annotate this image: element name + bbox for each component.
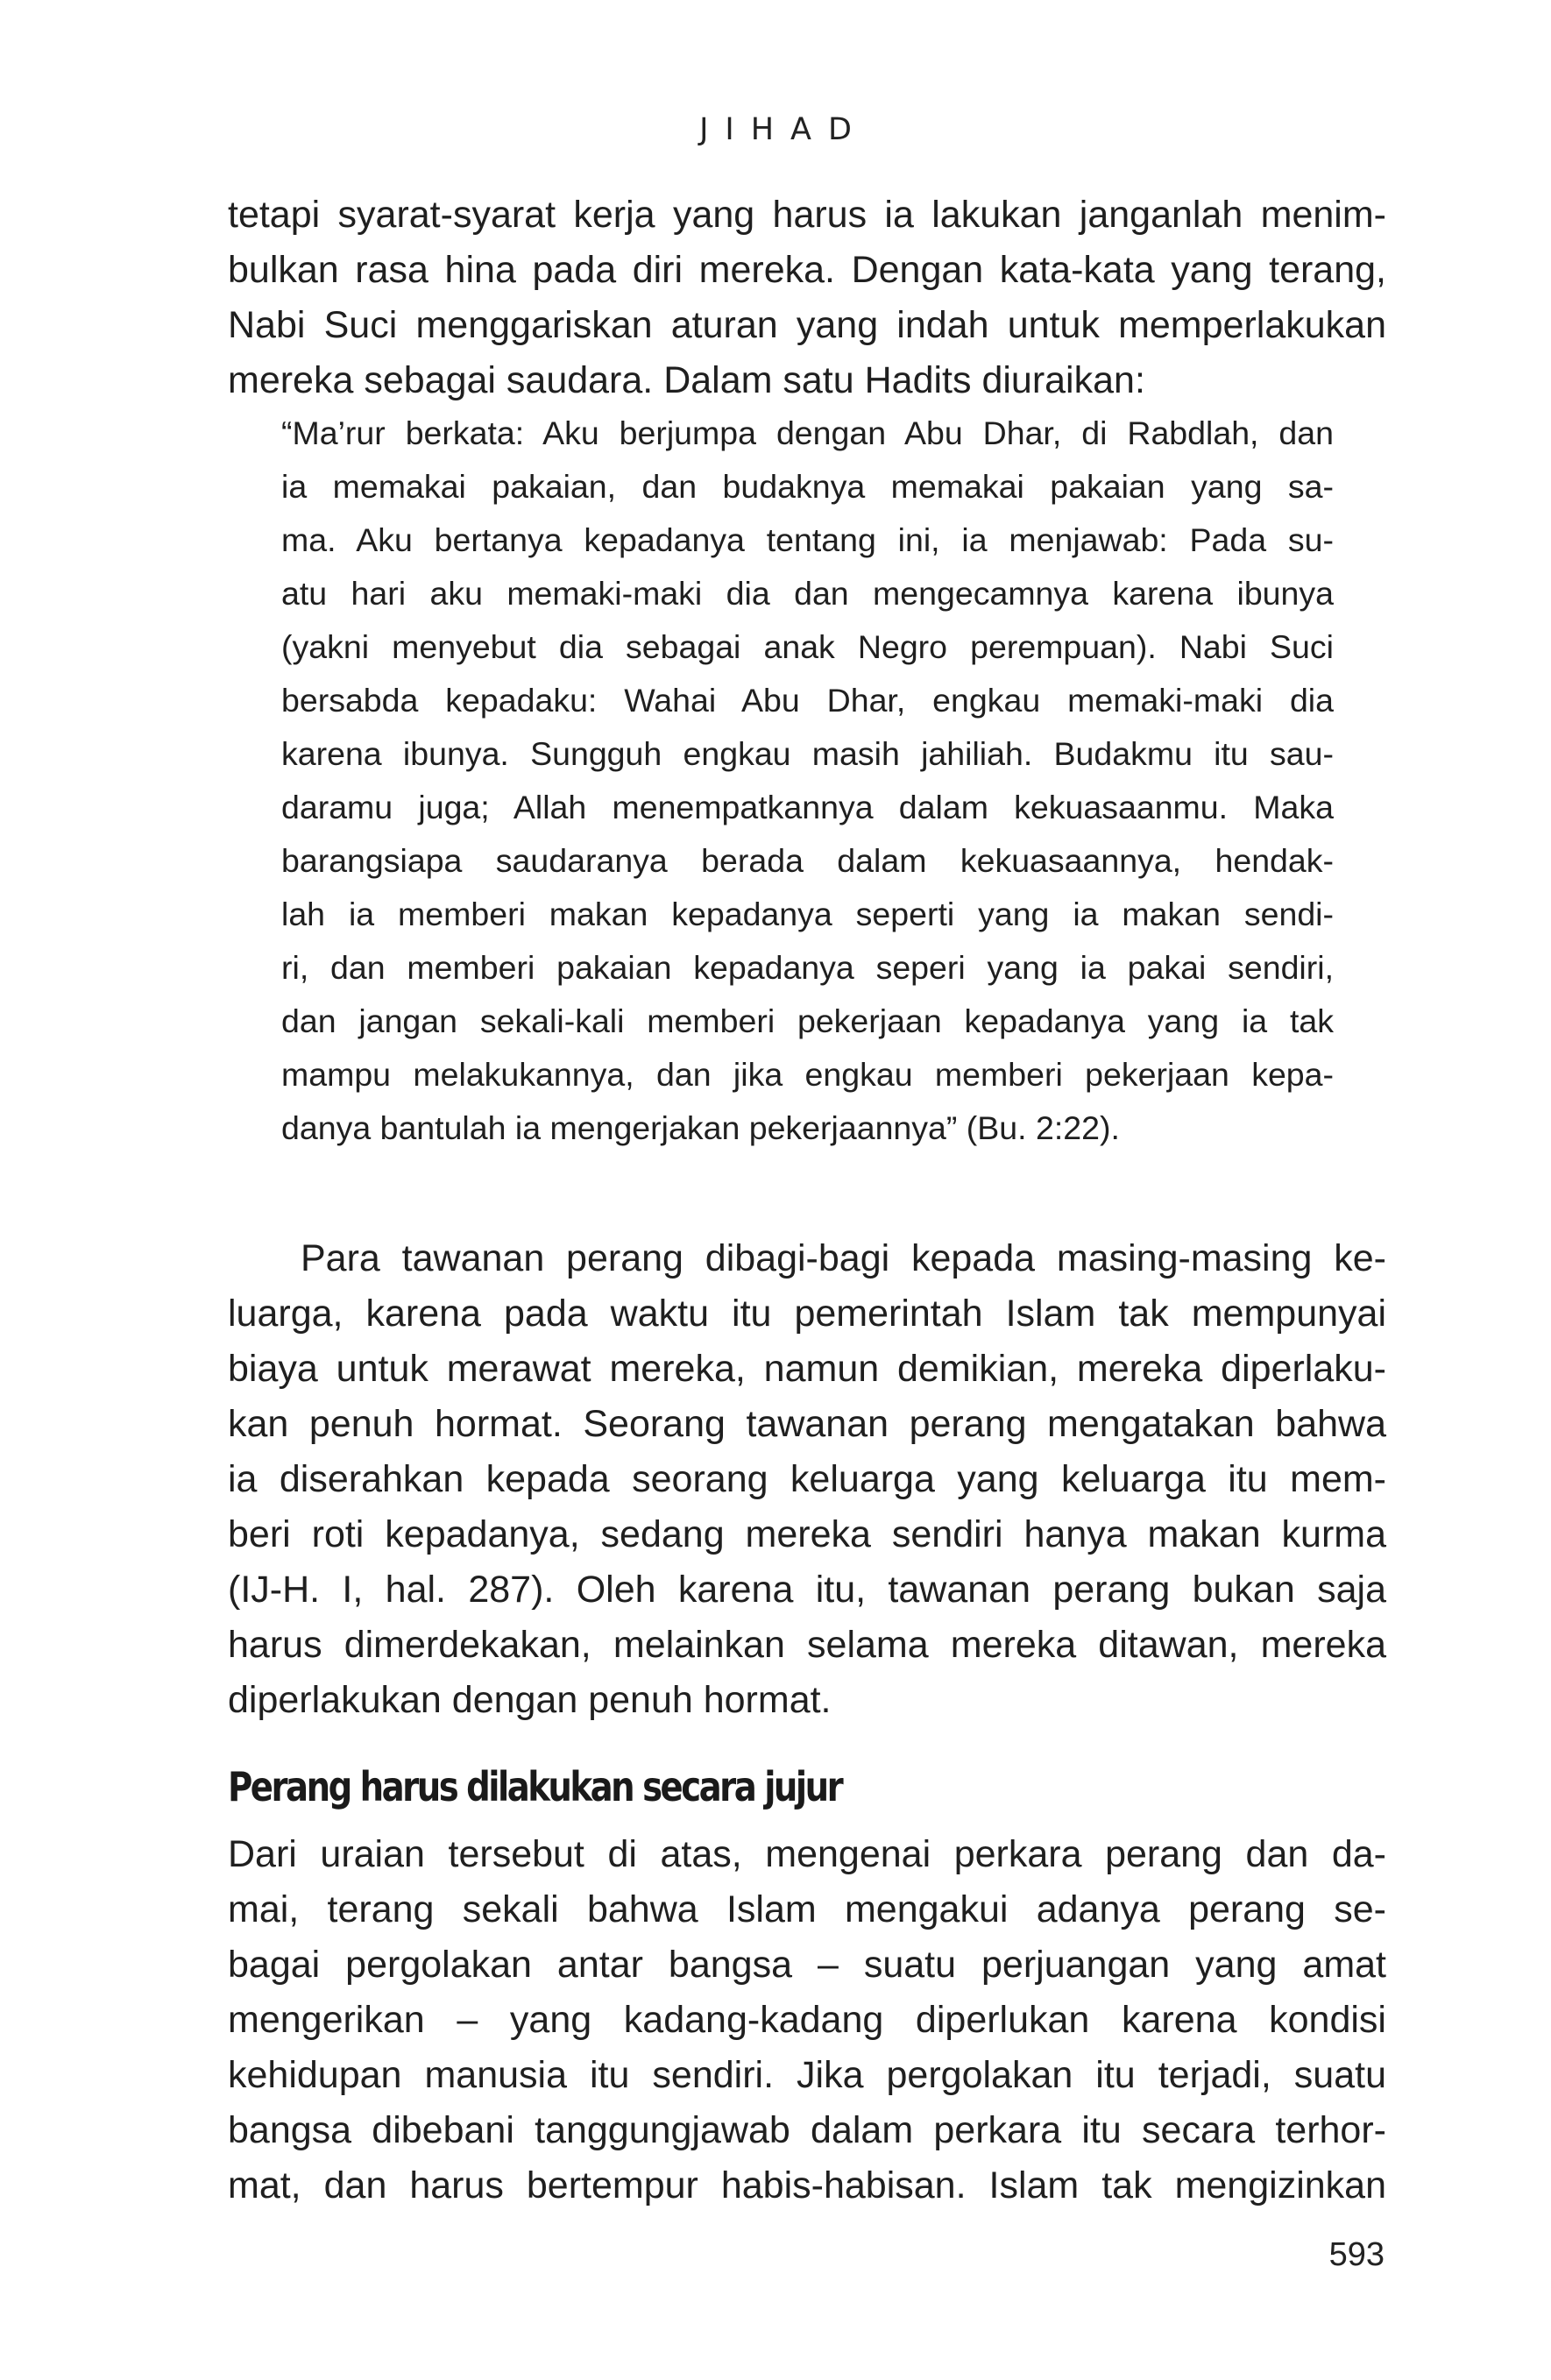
quote-line: “Ma’rur berkata: Aku berjumpa dengan Abu Dhar, di Rabdlah, dan bbox=[281, 414, 1334, 451]
page-number: 593 bbox=[1328, 2236, 1385, 2273]
section-heading: Perang harus dilakukan secara jujur bbox=[228, 1763, 842, 1810]
text-line: biaya untuk merawat mereka, namun demikian, mereka diperlaku- bbox=[228, 1348, 1386, 1390]
paragraph-intro bbox=[228, 188, 1386, 408]
quote-line: danya bantulah ia mengerjakan pekerjaannya” (Bu. 2:22). bbox=[281, 1109, 1120, 1146]
quote-line: daramu juga; Allah menempatkannya dalam kekuasaanmu. Maka bbox=[281, 789, 1334, 825]
quote-line: bersabda kepadaku: Wahai Abu Dhar, engkau memaki-maki dia bbox=[281, 682, 1334, 719]
text-line: Para tawanan perang dibagi-bagi kepada masing-masing ke- bbox=[301, 1237, 1386, 1279]
quote-line: mampu melakukannya, dan jika engkau memberi pekerjaan kepa- bbox=[281, 1056, 1334, 1093]
hadith-quote bbox=[281, 407, 1334, 1155]
text-line: beri roti kepadanya, sedang mereka sendiri hanya makan kurma bbox=[228, 1513, 1386, 1555]
text-line: Dari uraian tersebut di atas, mengenai perkara perang dan da- bbox=[228, 1833, 1386, 1875]
quote-line: karena ibunya. Sungguh engkau masih jahiliah. Budakmu itu sau- bbox=[281, 735, 1334, 772]
text-line: kan penuh hormat. Seorang tawanan perang mengatakan bahwa bbox=[228, 1403, 1386, 1445]
quote-line: lah ia memberi makan kepadanya seperti yang ia makan sendi- bbox=[281, 896, 1334, 932]
text-line: bulkan rasa hina pada diri mereka. Dengan kata-kata yang terang, bbox=[228, 249, 1386, 291]
quote-line: (yakni menyebut dia sebagai anak Negro perempuan). Nabi Suci bbox=[281, 628, 1334, 665]
quote-line: ri, dan memberi pakaian kepadanya seperi yang ia pakai sendiri, bbox=[281, 949, 1334, 986]
text-line: bangsa dibebani tanggungjawab dalam perkara itu secara terhor- bbox=[228, 2109, 1386, 2151]
text-line: mereka sebagai saudara. Dalam satu Hadits diuraikan: bbox=[228, 359, 1145, 401]
text-line: mai, terang sekali bahwa Islam mengakui adanya perang se- bbox=[228, 1888, 1386, 1930]
text-line: bagai pergolakan antar bangsa – suatu perjuangan yang amat bbox=[228, 1944, 1386, 1986]
text-line: tetapi syarat-syarat kerja yang harus ia lakukan janganlah menim- bbox=[228, 194, 1386, 236]
text-line: mengerikan – yang kadang-kadang diperlukan karena kondisi bbox=[228, 1999, 1386, 2041]
text-line: ia diserahkan kepada seorang keluarga yang keluarga itu mem- bbox=[228, 1458, 1386, 1500]
text-line: diperlakukan dengan penuh hormat. bbox=[228, 1679, 832, 1721]
paragraph-war-honesty bbox=[228, 1827, 1386, 2214]
quote-line: ia memakai pakaian, dan budaknya memakai pakaian yang sa- bbox=[281, 468, 1334, 505]
text-line: mat, dan harus bertempur habis-habisan. Islam tak mengizinkan bbox=[228, 2164, 1386, 2206]
quote-line: ma. Aku bertanya kepadanya tentang ini, ia menjawab: Pada su- bbox=[281, 521, 1334, 558]
text-line: luarga, karena pada waktu itu pemerintah Islam tak mempunyai bbox=[228, 1293, 1386, 1335]
quote-line: atu hari aku memaki-maki dia dan mengecamnya karena ibunya bbox=[281, 575, 1334, 612]
quote-line: dan jangan sekali-kali memberi pekerjaan kepadanya yang ia tak bbox=[281, 1002, 1334, 1039]
running-head: JIHAD bbox=[699, 112, 868, 147]
text-line: (IJ-H. I, hal. 287). Oleh karena itu, tawanan perang bukan saja bbox=[228, 1569, 1386, 1611]
text-line: Nabi Suci menggariskan aturan yang indah untuk memperlakukan bbox=[228, 304, 1386, 346]
paragraph-prisoners bbox=[228, 1231, 1386, 1728]
text-line: kehidupan manusia itu sendiri. Jika pergolakan itu terjadi, suatu bbox=[228, 2054, 1386, 2096]
text-line: harus dimerdekakan, melainkan selama mereka ditawan, mereka bbox=[228, 1624, 1386, 1666]
quote-line: barangsiapa saudaranya berada dalam kekuasaannya, hendak- bbox=[281, 842, 1334, 879]
